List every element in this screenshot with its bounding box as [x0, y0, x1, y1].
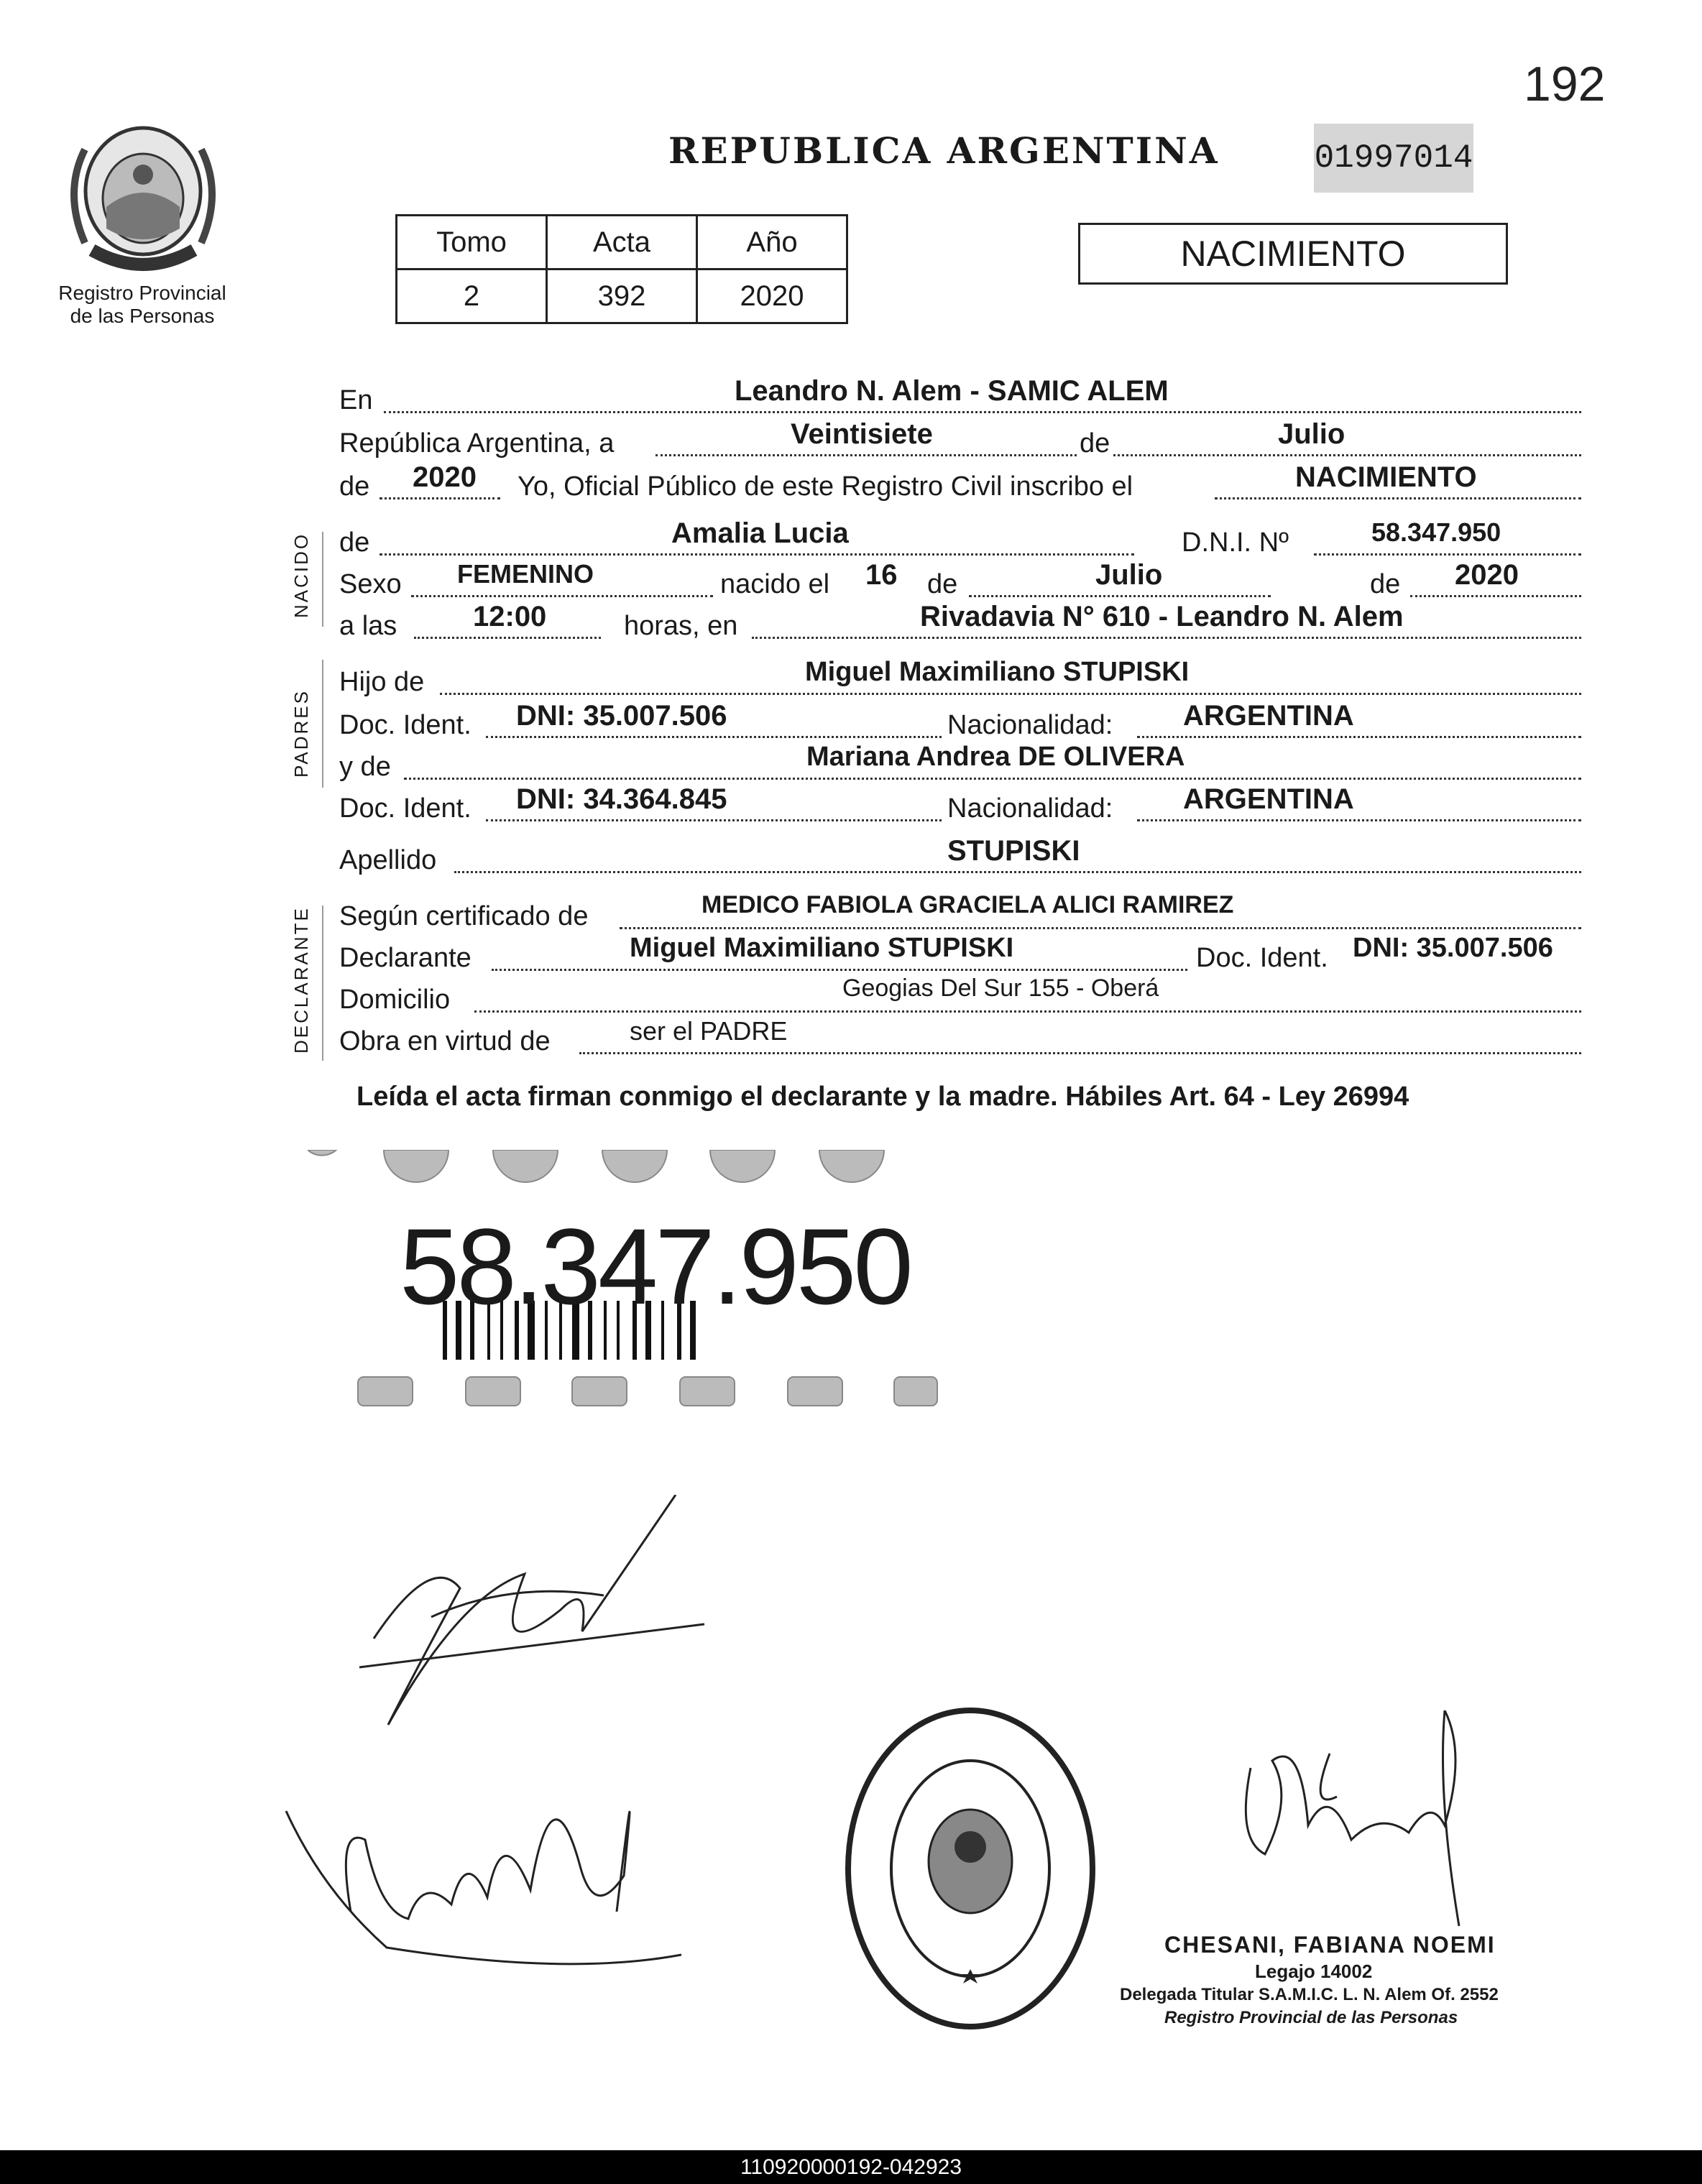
value-nombre: Amalia Lucia — [671, 517, 849, 549]
value-certificado: MEDICO FABIOLA GRACIELA ALICI RAMIREZ — [702, 891, 1234, 918]
footer-code: 110920000192-042923 — [0, 2150, 1702, 2184]
province-emblem-icon — [56, 106, 230, 279]
value-madre: Mariana Andrea DE OLIVERA — [806, 742, 1185, 772]
section-label-declarante: DECLARANTE — [290, 906, 312, 1054]
ref-value-acta: 392 — [547, 269, 697, 323]
value-padre-doc: DNI: 35.007.506 — [516, 700, 727, 732]
section-label-nacido: NACIDO — [290, 532, 312, 618]
closing-statement: Leída el acta firman conmigo el declarante y la madre. Hábiles Art. 64 - Ley 26994 — [356, 1082, 1409, 1112]
value-obra: ser el PADRE — [630, 1016, 788, 1046]
value-dia: Veintisiete — [791, 418, 933, 450]
registrar-name: CHESANI, FABIANA NOEMI — [1164, 1932, 1496, 1958]
record-type-box: NACIMIENTO — [1078, 223, 1508, 285]
ref-header-acta: Acta — [547, 216, 697, 269]
value-declarante: Miguel Maximiliano STUPISKI — [630, 933, 1014, 963]
row-fecha: República Argentina, a Veintisiete de Julio — [339, 428, 1581, 463]
row-inscripcion: de 2020 Yo, Oficial Público de este Registro Civil inscribo el NACIMIENTO — [339, 471, 1581, 506]
ref-header-anio: Año — [697, 216, 847, 269]
value-nac-anio: 2020 — [1455, 559, 1519, 591]
value-padre-nac: ARGENTINA — [1183, 700, 1354, 732]
row-nombre: de Amalia Lucia D.N.I. Nº 58.347.950 — [339, 527, 1581, 562]
row-apellido: Apellido STUPISKI — [339, 845, 1581, 880]
row-padre-doc: Doc. Ident. DNI: 35.007.506 Nacionalidad: ARGENTINA — [339, 710, 1581, 745]
row-domicilio: Domicilio Geogias Del Sur 155 - Oberá — [339, 985, 1581, 1019]
serial-number: 01997014 — [1314, 124, 1473, 193]
value-lugar: Leandro N. Alem - SAMIC ALEM — [735, 375, 1169, 407]
value-hora: 12:00 — [473, 601, 547, 632]
barcode-number: 58.347.950 — [400, 1206, 911, 1327]
declarant-signature-icon — [345, 1495, 719, 1739]
value-nac-mes: Julio — [1095, 559, 1163, 591]
row-sexo: Sexo FEMENINO nacido el 16 de Julio de 2020 — [339, 569, 1581, 604]
row-certificado: Según certificado de MEDICO FABIOLA GRACIELA ALICI RAMIREZ — [339, 901, 1581, 936]
value-anio: 2020 — [413, 461, 477, 493]
value-dni: 58.347.950 — [1371, 517, 1501, 547]
row-hijo-de: Hijo de Miguel Maximiliano STUPISKI — [339, 667, 1581, 701]
section-divider — [322, 532, 323, 627]
section-divider — [322, 660, 323, 788]
ref-value-tomo: 2 — [397, 269, 547, 323]
row-madre-doc: Doc. Ident. DNI: 34.364.845 Nacionalidad: ARGENTINA — [339, 793, 1581, 828]
registrar-registry: Registro Provincial de las Personas — [1164, 2008, 1458, 2027]
value-sexo: FEMENINO — [457, 559, 594, 589]
ref-header-tomo: Tomo — [397, 216, 547, 269]
row-hora: a las 12:00 horas, en Rivadavia N° 610 - Leandro N. Alem — [339, 611, 1581, 645]
reference-table — [395, 214, 848, 324]
value-declarante-doc: DNI: 35.007.506 — [1353, 933, 1553, 963]
row-en: En Leandro N. Alem - SAMIC ALEM — [339, 385, 1581, 420]
value-padre: Miguel Maximiliano STUPISKI — [805, 657, 1190, 687]
row-obra: Obra en virtud de ser el PADRE — [339, 1026, 1581, 1061]
registrar-cargo: Delegada Titular S.A.M.I.C. L. N. Alem Of. 2552 — [1120, 1985, 1499, 2004]
registrar-signature-icon — [1222, 1710, 1524, 1940]
value-madre-doc: DNI: 34.364.845 — [516, 783, 727, 815]
row-y-de: y de Mariana Andrea DE OLIVERA — [339, 752, 1581, 786]
value-apellido: STUPISKI — [947, 835, 1080, 867]
registrar-legajo: Legajo 14002 — [1255, 1960, 1373, 1982]
ref-value-anio: 2020 — [697, 269, 847, 323]
value-lugar-nac: Rivadavia N° 610 - Leandro N. Alem — [920, 601, 1404, 632]
value-madre-nac: ARGENTINA — [1183, 783, 1354, 815]
emblem-label: Registro Provincial de las Personas — [58, 282, 226, 327]
value-mes: Julio — [1278, 418, 1346, 450]
value-inscripcion: NACIMIENTO — [1295, 461, 1477, 493]
official-seal — [841, 1703, 1100, 2034]
document-title: REPUBLICA ARGENTINA — [668, 129, 1220, 172]
section-label-padres: PADRES — [290, 689, 312, 778]
row-declarante: Declarante Miguel Maximiliano STUPISKI Doc. Ident. DNI: 35.007.506 — [339, 933, 1553, 973]
value-domicilio: Geogias Del Sur 155 - Oberá — [842, 974, 1159, 1002]
value-nac-dia: 16 — [865, 559, 898, 591]
page-number: 192 — [1524, 57, 1606, 111]
section-divider — [322, 906, 323, 1061]
mother-signature-icon — [279, 1732, 696, 1991]
